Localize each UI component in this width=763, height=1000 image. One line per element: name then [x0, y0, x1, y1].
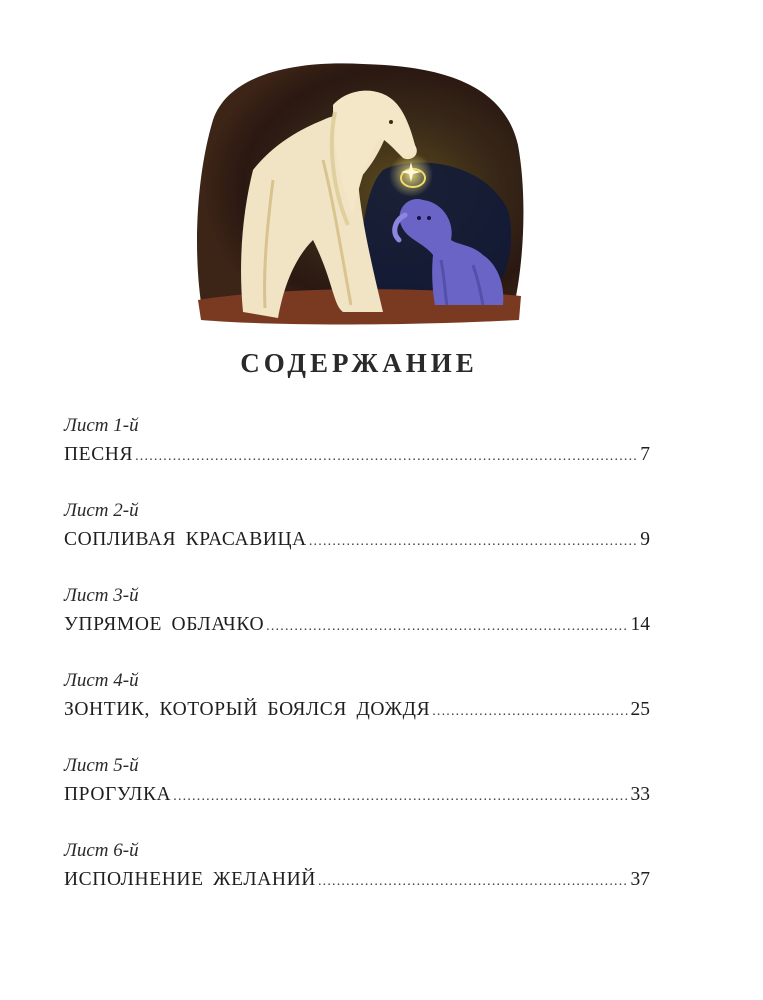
toc-entry [64, 499, 650, 584]
toc-sheet-label: Лист 4-й [64, 670, 139, 691]
toc-sheet-label: Лист 6-й [64, 840, 139, 861]
toc-sheet-label: Лист 1-й [64, 415, 139, 436]
toc-line [64, 867, 650, 895]
toc-page-number: 33 [630, 784, 650, 805]
toc-leader-dots [173, 784, 628, 810]
toc-chapter-title: ИСПОЛНЕНИЕ ЖЕЛАНИЙ [64, 869, 316, 890]
toc-sheet-label: Лист 3-й [64, 585, 139, 606]
toc-line [64, 697, 650, 725]
page-title: СОДЕРЖАНИЕ [240, 348, 478, 378]
toc-page-number: 14 [630, 614, 650, 635]
toc-entry [64, 414, 650, 499]
toc-chapter-title: ПЕСНЯ [64, 444, 134, 465]
toc-sheet-label: Лист 2-й [64, 500, 139, 521]
toc-leader-dots [135, 444, 638, 470]
toc-leader-dots [266, 614, 628, 640]
toc-line [64, 612, 650, 640]
toc-chapter-title: СОПЛИВАЯ КРАСАВИЦА [64, 529, 307, 550]
toc-leader-dots [309, 529, 638, 555]
toc-chapter-title: ПРОГУЛКА [64, 784, 172, 805]
toc-line [64, 782, 650, 810]
toc-page-number: 25 [630, 699, 650, 720]
toc-leader-dots [318, 869, 629, 895]
toc-page-number: 9 [640, 529, 650, 550]
toc-chapter-title: УПРЯМОЕ ОБЛАЧКО [64, 614, 265, 635]
toc-page-number: 37 [630, 869, 650, 890]
toc-chapter-title: ЗОНТИК, КОТОРЫЙ БОЯЛСЯ ДОЖДЯ [64, 699, 431, 720]
toc-entry [64, 669, 650, 754]
toc-line [64, 442, 650, 470]
toc-entry [64, 839, 650, 924]
afghan-hound-and-poodle-illustration [183, 50, 528, 340]
toc-leader-dots [432, 699, 628, 725]
table-of-contents [64, 414, 650, 924]
toc-page-number: 7 [640, 444, 650, 465]
toc-line [64, 527, 650, 555]
toc-entry [64, 584, 650, 669]
toc-sheet-label: Лист 5-й [64, 755, 139, 776]
toc-entry [64, 754, 650, 839]
